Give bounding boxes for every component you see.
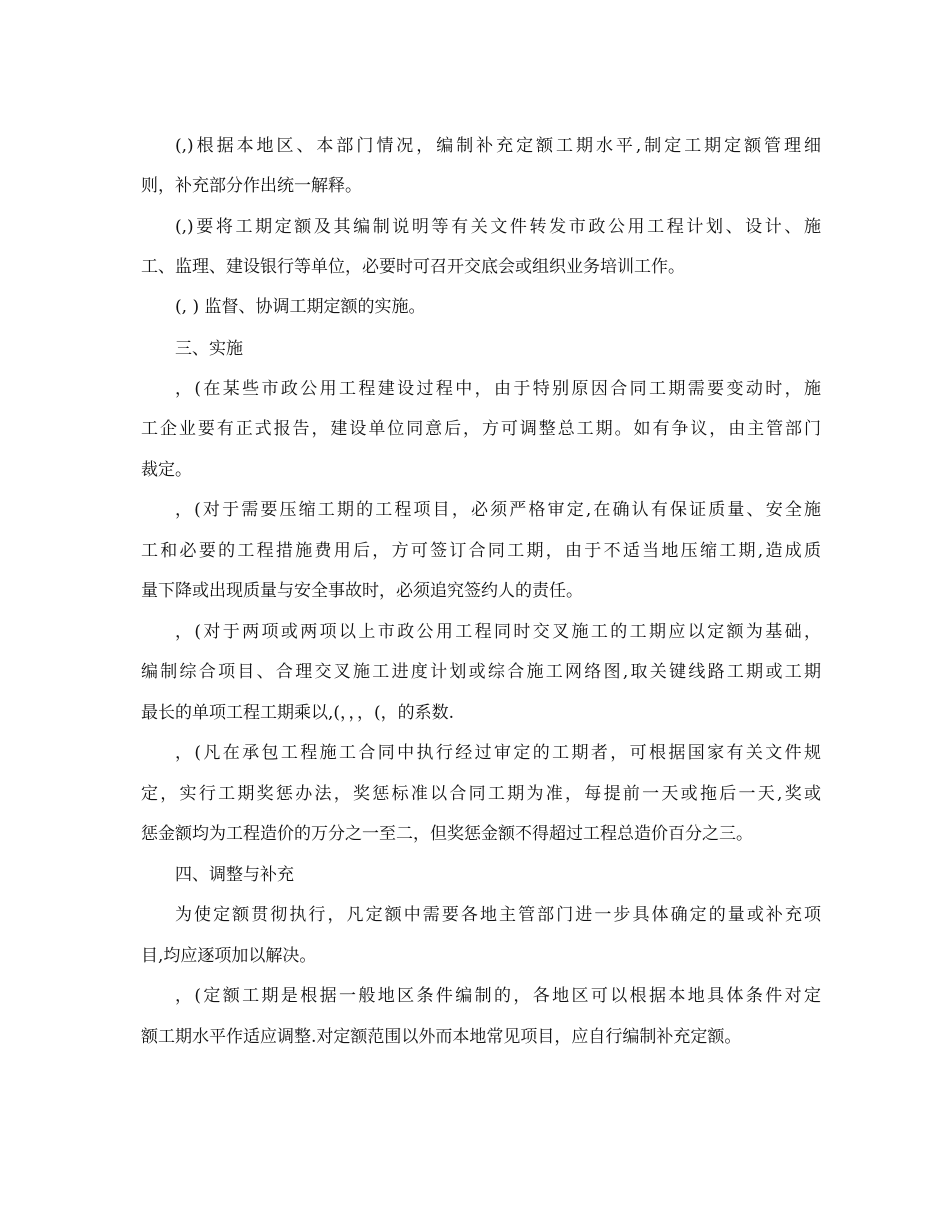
paragraph-line: 裁定。: [141, 460, 192, 480]
paragraph-line: 定，实行工期奖惩办法，奖惩标准以合同工期为准，每提前一天或拖后一天,奖或: [141, 784, 821, 804]
paragraph-line: (,)根据本地区、本部门情况，编制补充定额工期水平,制定工期定额管理细: [175, 136, 821, 156]
paragraph-line: (, ) 监督、协调工期定额的实施。: [175, 297, 426, 317]
paragraph-line: 工和必要的工程措施费用后，方可签订合同工期，由于不适当地压缩工期,造成质: [141, 541, 821, 561]
paragraph-line: ，(对于需要压缩工期的工程项目，必须严格审定,在确认有保证质量、安全施: [175, 500, 821, 520]
paragraph-line: 目,均应逐项加以解决。: [141, 946, 317, 966]
paragraph-line: ，(定额工期是根据一般地区条件编制的，各地区可以根据本地具体条件对定: [175, 986, 821, 1006]
section-heading: 四、调整与补充: [175, 865, 294, 885]
paragraph-line: 工企业要有正式报告，建设单位同意后，方可调整总工期。如有争议，由主管部门: [141, 419, 821, 439]
paragraph-line: 为使定额贯彻执行，凡定额中需要各地主管部门进一步具体确定的量或补充项: [175, 905, 821, 925]
section-heading: 三、实施: [175, 339, 243, 359]
paragraph-line: ，(凡在承包工程施工合同中执行经过审定的工期者，可根据国家有关文件规: [175, 743, 821, 763]
paragraph-line: ，(对于两项或两项以上市政公用工程同时交叉施工的工期应以定额为基础，: [175, 622, 821, 642]
paragraph-line: 则，补充部分作出统一解释。: [141, 176, 362, 196]
paragraph-line: ，(在某些市政公用工程建设过程中，由于特别原因合同工期需要变动时，施: [175, 379, 821, 399]
paragraph-line: 最长的单项工程工期乘以,(，，，(，的系数.: [141, 703, 455, 723]
paragraph-line: 额工期水平作适应调整.对定额范围以外而本地常见项目，应自行编制补充定额。: [141, 1027, 742, 1047]
paragraph-line: 量下降或出现质量与安全事故时，必须追究签约人的责任。: [141, 581, 583, 601]
paragraph-line: (,)要将工期定额及其编制说明等有关文件转发市政公用工程计划、设计、施: [175, 217, 821, 237]
paragraph-line: 编制综合项目、合理交叉施工进度计划或综合施工网络图,取关键线路工期或工期: [141, 662, 821, 682]
paragraph-line: 工、监理、建设银行等单位，必要时可召开交底会或组织业务培训工作。: [141, 257, 685, 277]
paragraph-line: 惩金额均为工程造价的万分之一至二，但奖惩金额不得超过工程总造价百分之三。: [141, 824, 753, 844]
